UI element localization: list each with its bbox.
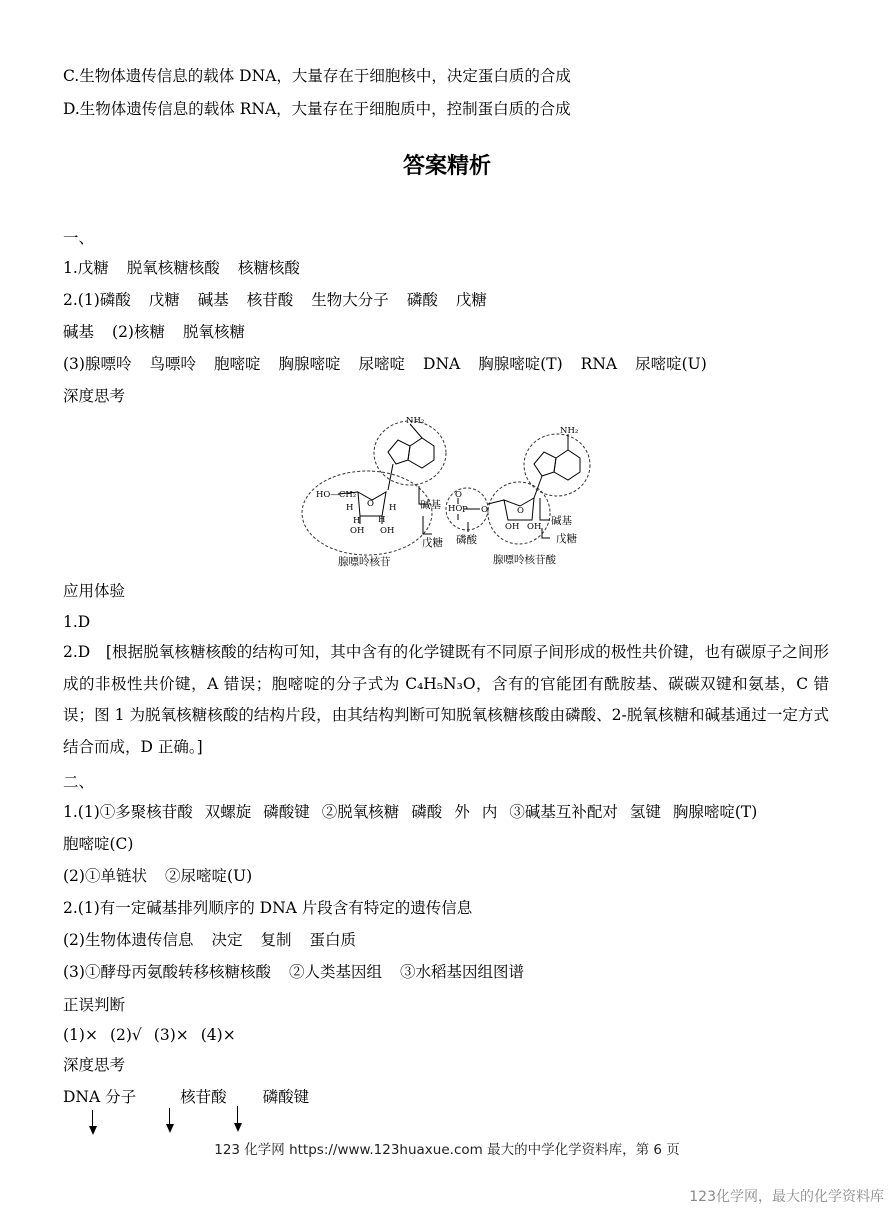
- base-label: 碱基: [551, 515, 572, 527]
- base-circle-left: [374, 421, 446, 485]
- answer-term: 核苷酸: [246, 291, 294, 309]
- answer-term: 双螺旋: [204, 803, 252, 821]
- answer-term: 戊糖: [455, 291, 487, 309]
- answer-line-b2a: 2.(1)有一定碱基排列顺序的 DNA 片段含有特定的遗传信息: [63, 899, 473, 917]
- answer-term: 脱氧核糖: [182, 323, 245, 341]
- answer-term: 碱基: [197, 291, 229, 309]
- down-arrow-icon: [169, 1108, 170, 1125]
- oh-label: OH: [380, 526, 395, 536]
- concept-term: DNA 分子: [63, 1088, 137, 1106]
- answer-line-b1a: [63, 802, 757, 822]
- answer-term: 决定: [211, 931, 243, 949]
- answer-term: (2)生物体遗传信息: [63, 931, 194, 949]
- answer-line-b1b: 胞嘧啶(C): [63, 835, 134, 853]
- answer-line-b2b: [63, 930, 356, 950]
- answer-term: 鸟嘌呤: [149, 355, 196, 373]
- option-d: D.生物体遗传信息的载体 RNA，大量存在于细胞质中，控制蛋白质的合成: [63, 100, 571, 118]
- down-arrow-icon: [237, 1106, 238, 1124]
- answer-term: 核糖核酸: [237, 259, 300, 277]
- answer-term: ②人类基因组: [288, 963, 382, 981]
- ring-o-label: O: [517, 506, 524, 516]
- answer-term: ③水稻基因组图谱: [399, 963, 524, 981]
- sugar-label: 戊糖: [556, 533, 577, 545]
- watermark: 123化学网，最大的化学资料库: [689, 1189, 884, 1205]
- concept-chain: [63, 1087, 309, 1107]
- answer-term: ③碱基互补配对: [509, 803, 618, 821]
- base-label: 碱基: [420, 499, 441, 511]
- oh-label: OH: [505, 522, 520, 532]
- option-c: C.生物体遗传信息的载体 DNA，大量存在于细胞核中，决定蛋白质的合成: [63, 67, 571, 85]
- nh2-label: NH₂: [560, 426, 579, 436]
- ring-o-label: O: [367, 499, 374, 509]
- nucleotide-caption: 腺嘌呤核苷酸: [493, 554, 556, 566]
- nucleoside-nucleotide-figure: [298, 412, 608, 572]
- sugar-ellipse-left: [302, 471, 432, 555]
- answer-term: 胸腺嘧啶(T): [672, 803, 758, 821]
- answer-term: (4)×: [200, 1026, 236, 1044]
- arrowhead-icon: [166, 1124, 174, 1133]
- nucleoside-caption: 腺嘌呤核苷: [338, 556, 391, 568]
- answer-term: 尿嘧啶: [358, 355, 406, 373]
- answer-term: 胸腺嘧啶: [278, 355, 341, 373]
- answer-line-b1c: [63, 866, 252, 886]
- answer-term: 磷酸键: [263, 803, 310, 821]
- answer-term: 1.戊糖: [63, 259, 109, 277]
- concept-term: 核苷酸: [180, 1088, 227, 1106]
- ho-label: HO: [448, 504, 463, 514]
- application-heading: 应用体验: [63, 582, 126, 600]
- answer-term: (2)√: [109, 1026, 142, 1044]
- answer-term: 脱氧核糖核酸: [126, 259, 220, 277]
- answer-term: 内: [481, 803, 498, 821]
- oh-label: OH: [527, 522, 542, 532]
- answer-term: 尿嘧啶(U): [635, 355, 707, 373]
- sugar-label: 戊糖: [422, 537, 443, 549]
- nh2-label: NH₂: [406, 416, 425, 426]
- answer-term: 磷酸: [406, 291, 438, 309]
- answer-term: (1)×: [63, 1026, 98, 1044]
- arrowhead-icon: [234, 1123, 242, 1132]
- answer-term: ②脱氧核糖: [321, 803, 400, 821]
- answer-term: ②尿嘧啶(U): [164, 867, 253, 885]
- p-label: P: [462, 505, 468, 515]
- answer-line-1: [63, 258, 300, 278]
- answer-term: RNA: [580, 355, 618, 373]
- answer-term: 复制: [260, 931, 292, 949]
- h-label: H: [353, 516, 361, 526]
- answer-term: 外: [454, 803, 470, 821]
- section-heading-1: 一、: [63, 229, 95, 247]
- h-label: H: [389, 503, 397, 513]
- answer-term: (3)×: [153, 1026, 189, 1044]
- true-false-answers: [63, 1025, 236, 1045]
- section-heading-2: 二、: [63, 773, 95, 791]
- answer-term: 生物大分子: [311, 291, 389, 309]
- arrowhead-icon: [89, 1126, 97, 1135]
- page-footer: 123 化学网 https://www.123huaxue.com 最大的中学化学资料库，第 6 页: [214, 1142, 680, 1158]
- ho-ch2-label: HO—CH₂: [316, 490, 357, 500]
- concept-term: 磷酸键: [262, 1088, 310, 1106]
- phosphate-label: 磷酸: [456, 534, 477, 546]
- answer-term: (2)核糖: [112, 323, 165, 341]
- answer-term: 磷酸: [411, 803, 443, 821]
- oh-label: OH: [350, 526, 365, 536]
- answer-line-b2c: [63, 962, 524, 982]
- answer-term: 胞嘧啶: [213, 355, 261, 373]
- answer-term: DNA: [423, 355, 461, 373]
- answer-term: 蛋白质: [309, 931, 357, 949]
- o-label: O: [481, 505, 488, 515]
- answer-term: 碱基: [63, 323, 95, 341]
- application-answer-2: 2.D [根据脱氧核糖核酸的结构可知，其中含有的化学键既有不同原子间形成的极性共价键，也有碳原子之间形成的非极性共价键，A 错误；胞嘧啶的分子式为 C₄H₅N₃O，含有的官能团有酰胺基、碳碳双键和氨基，C 错误；图 1 为脱氧核糖核酸的结构片段，由其结构判断可知脱氧核糖核酸由磷酸、2-脱氧核糖和碱基通过一定方式结合而成，D 正确。]: [63, 643, 829, 756]
- answer-term: 1.(1)①多聚核苷酸: [63, 803, 193, 821]
- answer-line-2a: [63, 290, 487, 310]
- h-label: H: [378, 515, 386, 525]
- answer-term: 2.(1)磷酸: [63, 291, 131, 309]
- answer-line-2b: [63, 322, 245, 342]
- deep-thinking-heading-1: 深度思考: [63, 387, 126, 405]
- answer-term: (2)①单链状: [63, 867, 147, 885]
- o-label: O: [455, 490, 462, 500]
- deep-thinking-heading-2: 深度思考: [63, 1056, 126, 1074]
- answer-term: (3)腺嘌呤: [63, 355, 132, 373]
- h-label: H: [346, 503, 354, 513]
- answer-term: 胸腺嘧啶(T): [478, 355, 563, 373]
- answer-line-3: [63, 354, 707, 374]
- page-title: 答案精析: [402, 153, 491, 179]
- true-false-heading: 正误判断: [63, 996, 126, 1014]
- application-answer-1: 1.D: [63, 613, 91, 631]
- answer-term: 戊糖: [148, 291, 180, 309]
- answer-term: 氢键: [629, 803, 661, 821]
- answer-term: (3)①酵母丙氨酸转移核糖核酸: [63, 963, 271, 981]
